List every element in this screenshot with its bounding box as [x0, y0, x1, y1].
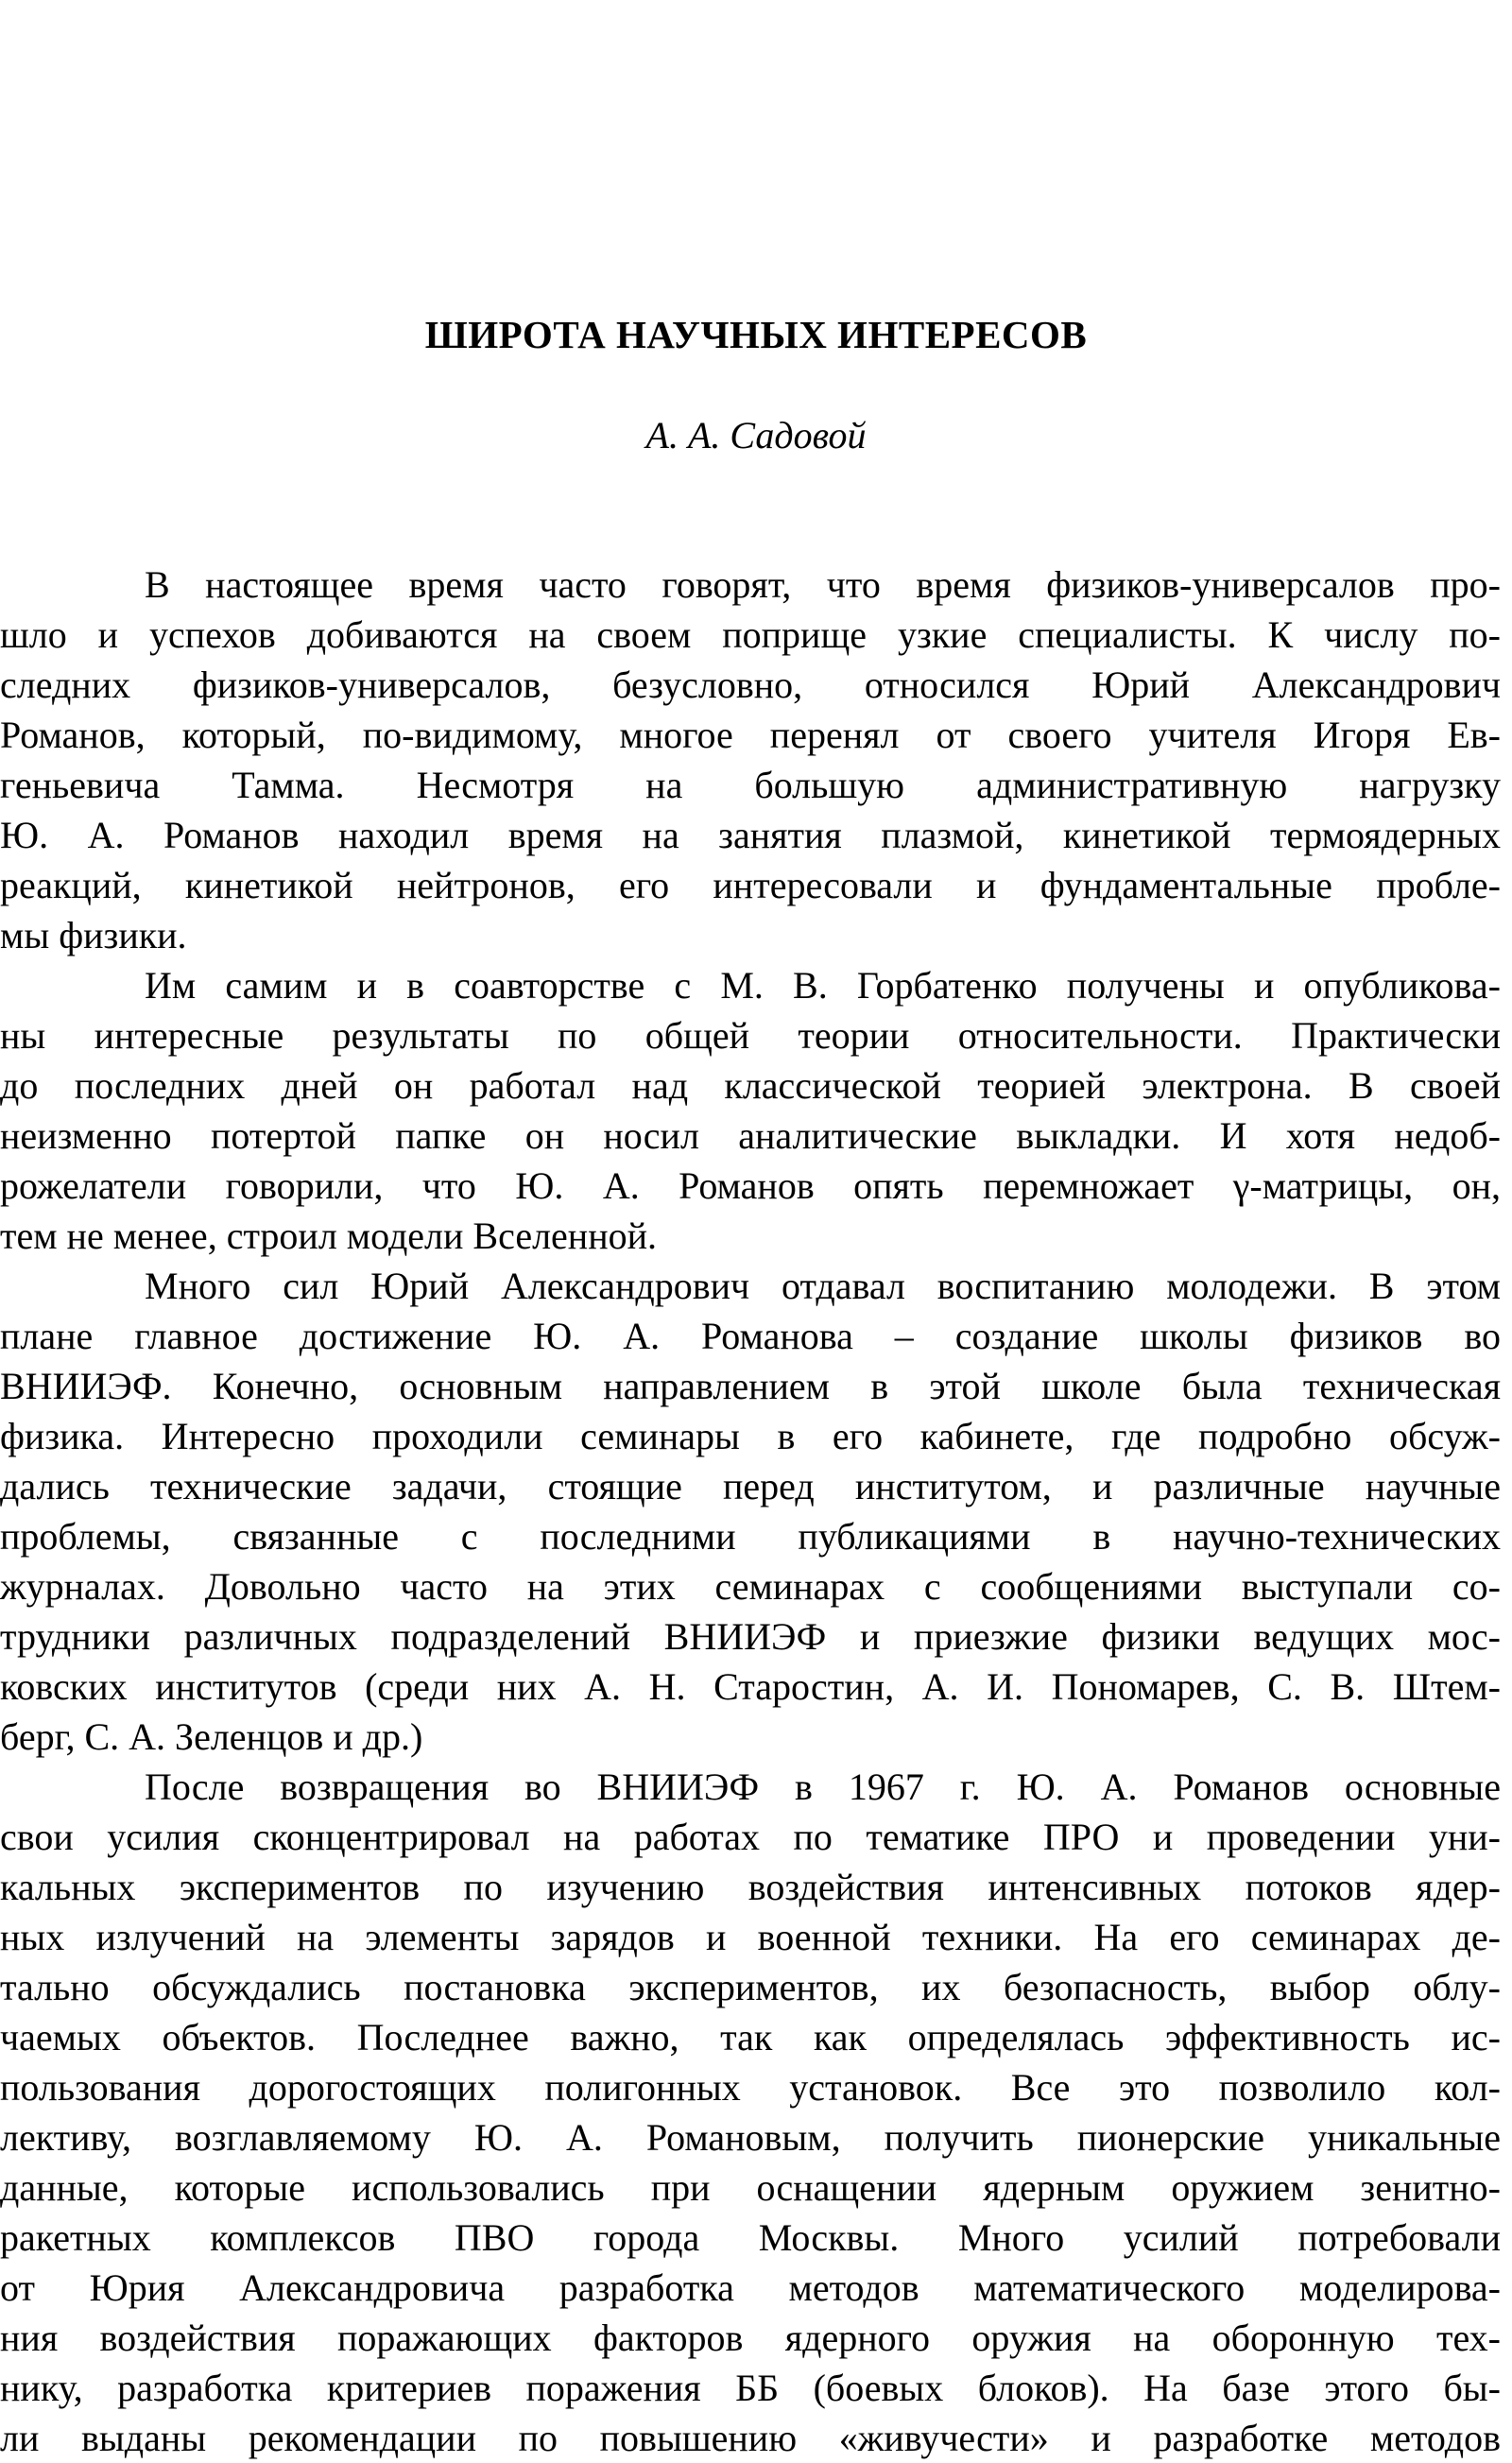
article-title: ШИРОТА НАУЧНЫХ ИНТЕРЕСОВ — [424, 313, 1088, 356]
text-line: Им самим и в соавторстве с М. В. Горбатенко получены и опубликова- — [145, 964, 1501, 1007]
text-line: кальных экспериментов по изучению воздействия интенсивных потоков ядер- — [0, 1866, 1501, 1908]
text-line: Много сил Юрий Александрович отдавал воспитанию молодежи. В этом — [145, 1265, 1501, 1307]
text-line: ли выданы рекомендации по повышению «живучести» и разработке методов — [0, 2417, 1501, 2459]
text-line: чаемых объектов. Последнее важно, так как определялась эффективность ис- — [0, 2016, 1501, 2058]
text-line: ны интересные результаты по общей теории относительности. Практически — [0, 1014, 1501, 1057]
text-line: ных излучений на элементы зарядов и военной техники. На его семинарах де- — [0, 1916, 1501, 1958]
text-line: плане главное достижение Ю. А. Романова – создание школы физиков во — [0, 1315, 1501, 1357]
text-line: Ю. А. Романов находил время на занятия плазмой, кинетикой термоядерных — [0, 814, 1501, 856]
text-line: Романов, который, по-видимому, многое перенял от своего учителя Игоря Ев- — [0, 714, 1501, 756]
text-line: В настоящее время часто говорят, что время физиков-универсалов про- — [145, 563, 1501, 606]
text-line: физика. Интересно проходили семинары в его кабинете, где подробно обсуж- — [0, 1415, 1501, 1457]
text-line: мы физики. — [0, 914, 187, 956]
article-body — [0, 560, 1501, 2463]
text-line: После возвращения во ВНИИЭФ в 1967 г. Ю. А. Романов основные — [145, 1765, 1501, 1808]
text-line: дались технические задачи, стоящие перед институтом, и различные научные — [0, 1465, 1501, 1507]
text-line: трудники различных подразделений ВНИИЭФ и приезжие физики ведущих мос- — [0, 1615, 1501, 1658]
text-line: ковских институтов (среди них А. Н. Старостин, А. И. Пономарев, С. В. Штем- — [0, 1665, 1501, 1708]
text-line: рожелатели говорили, что Ю. А. Романов опять перемножает γ-матрицы, он, — [0, 1164, 1501, 1207]
text-line: журналах. Довольно часто на этих семинарах с сообщениями выступали со- — [0, 1565, 1501, 1608]
text-line: проблемы, связанные с последними публикациями в научно-технических — [0, 1515, 1501, 1558]
text-line: от Юрия Александровича разработка методов математического моделирова- — [0, 2266, 1501, 2309]
text-line: лективу, возглавляемому Ю. А. Романовым, получить пионерские уникальные — [0, 2116, 1501, 2159]
text-line: данные, которые использовались при оснащении ядерным оружием зенитно- — [0, 2166, 1501, 2209]
text-line: геньевича Тамма. Несмотря на большую административную нагрузку — [0, 764, 1501, 806]
text-line: тально обсуждались постановка экспериментов, их безопасность, выбор облу- — [0, 1966, 1501, 2008]
text-line: свои усилия сконцентрировал на работах по тематике ПРО и проведении уни- — [0, 1816, 1501, 1858]
text-line: шло и успехов добиваются на своем поприще узкие специалисты. К числу по- — [0, 613, 1501, 656]
text-line: пользования дорогостоящих полигонных установок. Все это позволило кол- — [0, 2066, 1501, 2109]
article-author: А. А. Садовой — [645, 414, 867, 456]
text-line: ВНИИЭФ. Конечно, основным направлением в этой школе была техническая — [0, 1365, 1501, 1407]
text-line: нику, разработка критериев поражения ББ (боевых блоков). На базе этого бы- — [0, 2367, 1501, 2409]
text-line: реакций, кинетикой нейтронов, его интересовали и фундаментальные пробле- — [0, 864, 1501, 906]
text-line: следних физиков-универсалов, безусловно, относился Юрий Александрович — [0, 663, 1501, 706]
text-line: до последних дней он работал над классической теорией электрона. В своей — [0, 1064, 1501, 1107]
text-line: ракетных комплексов ПВО города Москвы. Много усилий потребовали — [0, 2216, 1501, 2259]
text-line: тем не менее, строил модели Вселенной. — [0, 1214, 658, 1257]
text-line: ния воздействия поражающих факторов ядерного оружия на оборонную тех- — [0, 2317, 1501, 2359]
text-line: неизменно потертой папке он носил аналитические выкладки. И хотя недоб- — [0, 1114, 1501, 1157]
text-line: берг, С. А. Зеленцов и др.) — [0, 1715, 423, 1758]
